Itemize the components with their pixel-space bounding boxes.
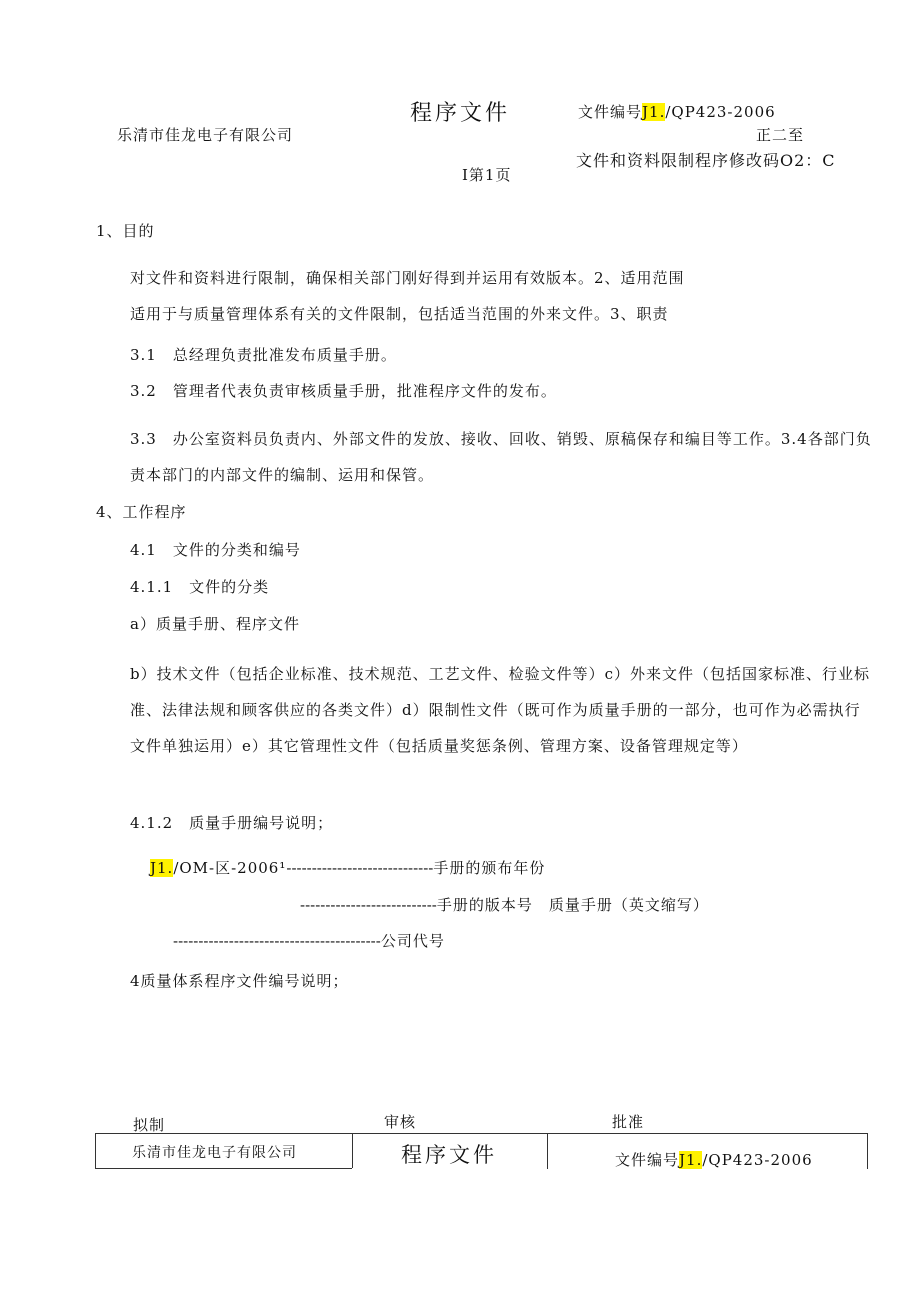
doc-number-prefix: J1. xyxy=(642,103,666,121)
code-row-3 xyxy=(173,930,445,951)
code-row-2 xyxy=(300,894,709,915)
label-approved: 批准 xyxy=(612,1113,645,1131)
paragraph-scope: 适用于与质量管理体系有关的文件限制，包括适当范围的外来文件。3、职责 xyxy=(130,305,669,323)
doc-number-rest: /QP423-2006 xyxy=(665,103,776,121)
paragraph-4-1-1: 4.1.1 文件的分类 xyxy=(130,578,270,596)
section-4-heading: 4、工作程序 xyxy=(96,503,187,521)
paragraph-4-quality: 4质量体系程序文件编号说明； xyxy=(130,972,349,990)
code-dash-1: ----------------------------- xyxy=(286,859,434,877)
label-issue-year: 手册的颁布年份 xyxy=(433,859,546,877)
label-reviewed: 审核 xyxy=(384,1113,417,1131)
code-rest: /OM-区-2006¹ xyxy=(173,859,287,877)
footer-company: 乐清市佳龙电子有限公司 xyxy=(132,1145,297,1161)
doc-subtitle: 文件和资料限制程序修改码O2：C xyxy=(576,151,836,170)
code-prefix: J1. xyxy=(150,859,174,877)
item-b-to-e: b）技术文件（包括企业标准、技术规范、工艺文件、检验文件等）c）外来文件（包括国家标准、行业标准、法律法规和顾客供应的各类文件）d）限制性文件（既可作为质量手册的一部分，也可作为必需执行文件单独运用）e）其它管理性文件（包括质量奖惩条例、管理方案、设备管理规定等） xyxy=(130,665,871,755)
paragraph-3-1: 3.1 总经理负责批准发布质量手册。 xyxy=(130,346,397,364)
paragraph-purpose: 对文件和资料进行限制，确保相关部门刚好得到并运用有效版本。2、适用范围 xyxy=(130,269,685,287)
footer-header-table xyxy=(95,1133,868,1169)
footer-doc-type: 程序文件 xyxy=(401,1143,497,1167)
code-dash-3: ----------------------------------------- xyxy=(173,932,381,950)
version-text: 正二至 xyxy=(756,126,805,144)
section-1-heading: 1、目的 xyxy=(96,222,155,240)
paragraph-4-1: 4.1 文件的分类和编号 xyxy=(130,541,301,559)
footer-doc-number xyxy=(615,1149,813,1170)
footer-doc-number-label: 文件编号 xyxy=(615,1151,680,1169)
footer-doc-number-prefix: J1. xyxy=(679,1151,703,1169)
footer-doc-number-rest: /QP423-2006 xyxy=(702,1151,813,1169)
label-company-code: 公司代号 xyxy=(380,932,445,950)
label-drafted: 拟制 xyxy=(133,1116,166,1134)
paragraph-4-1-2: 4.1.2 质量手册编号说明； xyxy=(130,814,334,832)
doc-number-label: 文件编号 xyxy=(578,103,643,121)
item-a: a）质量手册、程序文件 xyxy=(130,615,300,633)
doc-type-title: 程序文件 xyxy=(410,101,511,126)
page-number: I第1页 xyxy=(462,166,512,184)
doc-number xyxy=(578,101,776,122)
label-version: 手册的版本号 质量手册（英文缩写） xyxy=(436,896,709,914)
paragraph-3-2: 3.2 管理者代表负责审核质量手册，批准程序文件的发布。 xyxy=(130,382,557,400)
code-row-1 xyxy=(150,857,545,878)
paragraph-3-3: 3.3 办公室资料员负责内、外部文件的发放、接收、回收、销毁、原稿保存和编目等工作。3.4各部门负责本部门的内部文件的编制、运用和保管。 xyxy=(130,430,872,484)
code-dash-2: --------------------------- xyxy=(300,896,437,914)
company-name: 乐清市佳龙电子有限公司 xyxy=(117,126,294,144)
